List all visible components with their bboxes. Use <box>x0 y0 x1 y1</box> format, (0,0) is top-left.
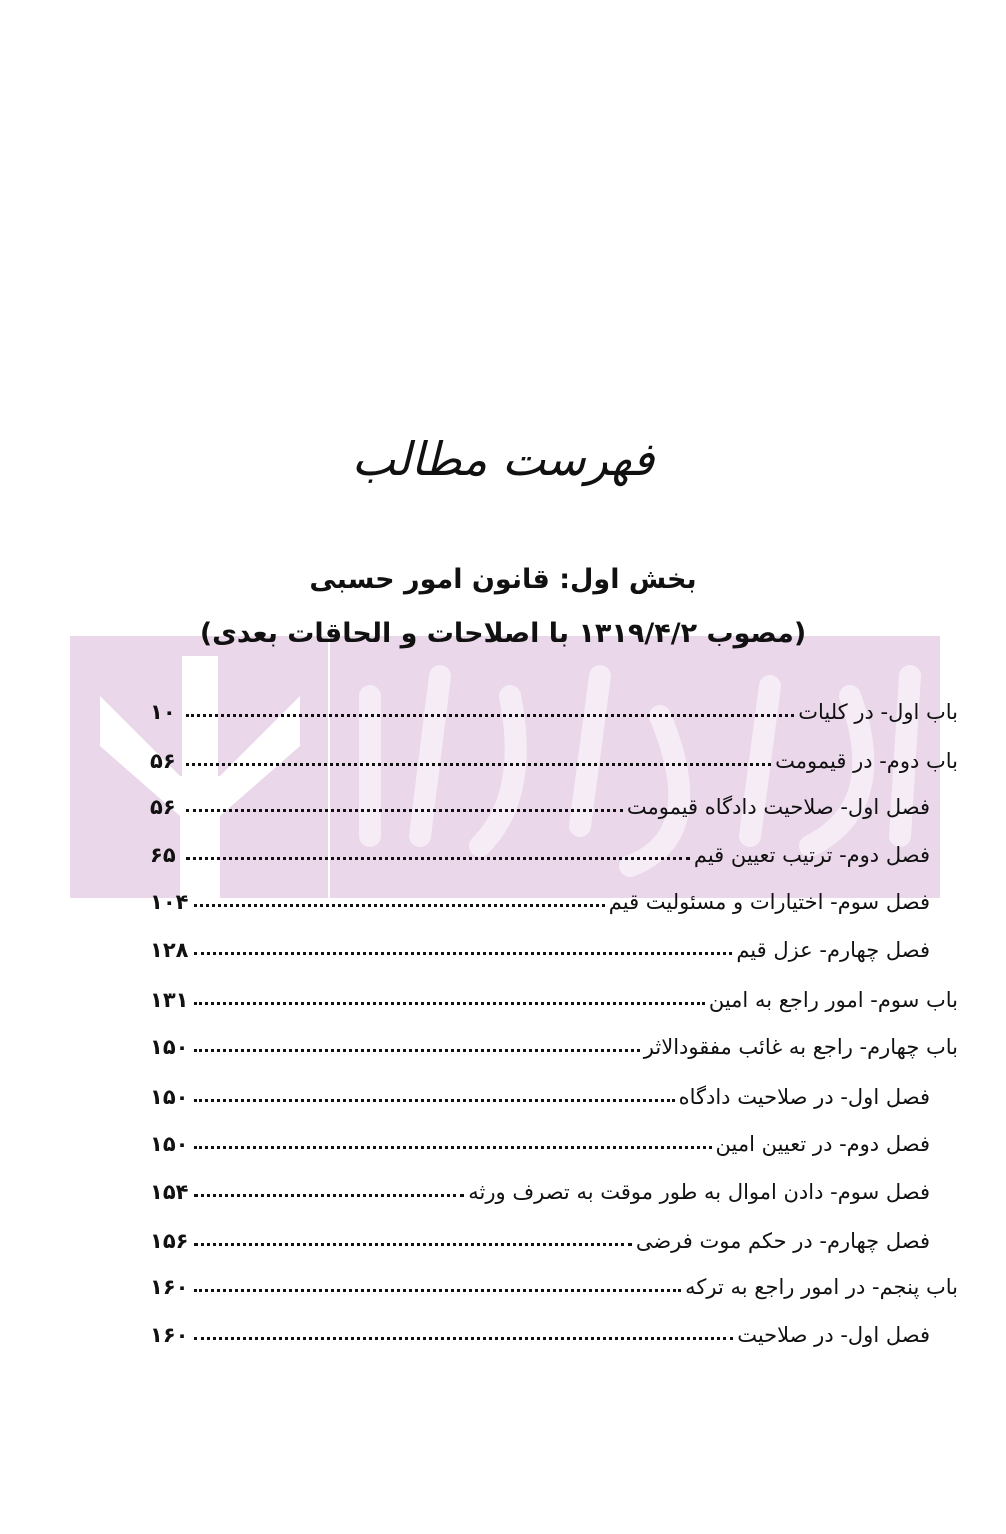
toc-entry-page: ۱۵۰ <box>150 1085 189 1109</box>
toc-entry-title: فصل اول- در صلاحیت دادگاه <box>678 1085 930 1109</box>
dot-leader <box>186 857 690 860</box>
toc-entry-title: باب دوم- در قیمومت <box>775 749 958 773</box>
dot-leader <box>194 1099 674 1102</box>
dot-leader <box>194 1002 704 1005</box>
page-title: فهرست مطالب <box>351 432 655 486</box>
dot-leader <box>194 904 604 907</box>
toc-entry-title: باب پنجم- در امور راجع به ترکه <box>685 1275 958 1299</box>
toc-entry-title: فصل اول- در صلاحیت <box>737 1323 930 1347</box>
toc-entry-title: فصل اول- صلاحیت دادگاه قیمومت <box>626 795 930 819</box>
toc-entry-page: ۱۵۴ <box>150 1180 189 1204</box>
dot-leader <box>194 1243 631 1246</box>
toc-entry[interactable] <box>150 928 930 962</box>
toc-entry-title: فصل سوم- دادن اموال به طور موقت به تصرف ورثه <box>468 1180 930 1204</box>
dot-leader <box>194 1049 639 1052</box>
toc-entry[interactable] <box>150 785 930 819</box>
toc-entry[interactable] <box>150 1265 958 1299</box>
toc-entry[interactable] <box>150 739 958 773</box>
dot-leader <box>194 1146 711 1149</box>
toc-entry-title: فصل دوم- ترتیب تعیین قیم <box>693 843 930 867</box>
dot-leader <box>186 763 771 766</box>
toc-entry-page: ۱۵۰ <box>150 1035 189 1059</box>
toc-entry-title: فصل چهارم- در حکم موت فرضی <box>635 1229 930 1253</box>
toc-entry[interactable] <box>150 690 958 724</box>
toc-entry-page: ۱۳۱ <box>150 988 189 1012</box>
section-subheading: (مصوب ۱۳۱۹/۴/۲ با اصلاحات و الحاقات بعدی) <box>199 618 807 649</box>
toc-entry-page: ۶۵ <box>150 843 176 867</box>
toc-entry-page: ۱۵۰ <box>150 1132 189 1156</box>
toc-entry-page: ۱۶۰ <box>150 1275 189 1299</box>
toc-entry[interactable] <box>150 1219 930 1253</box>
dot-leader <box>194 952 732 955</box>
toc-entry-title: باب اول- در کلیات <box>798 700 958 724</box>
toc-entry[interactable] <box>150 1313 930 1347</box>
dot-leader <box>194 1337 733 1340</box>
toc-entry[interactable] <box>150 1075 930 1109</box>
toc-entry[interactable] <box>150 833 930 867</box>
toc-entry-page: ۱۵۶ <box>150 1229 189 1253</box>
dot-leader <box>194 1194 464 1197</box>
toc-entry[interactable] <box>150 1170 930 1204</box>
toc-entry[interactable] <box>150 880 930 914</box>
toc-entry-title: فصل سوم- اختیارات و مسئولیت قیم <box>608 890 930 914</box>
toc-entry-page: ۵۶ <box>150 795 176 819</box>
toc-entry[interactable] <box>150 1122 930 1156</box>
toc-entry-title: فصل دوم- در تعیین امین <box>715 1132 930 1156</box>
toc-entry-page: ۵۶ <box>150 749 176 773</box>
toc-entry-title: فصل چهارم- عزل قیم <box>736 938 930 962</box>
section-heading: بخش اول: قانون امور حسبی <box>309 564 697 595</box>
toc-entry[interactable] <box>150 978 958 1012</box>
toc-entry-page: ۱۰۴ <box>150 890 189 914</box>
toc-entry-title: باب چهارم- راجع به غائب مفقودالاثر <box>643 1035 958 1059</box>
toc-entry-page: ۱۲۸ <box>150 938 189 962</box>
dot-leader <box>186 809 623 812</box>
toc-entry[interactable] <box>150 1025 958 1059</box>
dot-leader <box>194 1289 681 1292</box>
dot-leader <box>186 714 794 717</box>
toc-entry-page: ۱۰ <box>150 700 176 724</box>
toc-entry-page: ۱۶۰ <box>150 1323 189 1347</box>
toc-entry-title: باب سوم- امور راجع به امین <box>708 988 958 1012</box>
